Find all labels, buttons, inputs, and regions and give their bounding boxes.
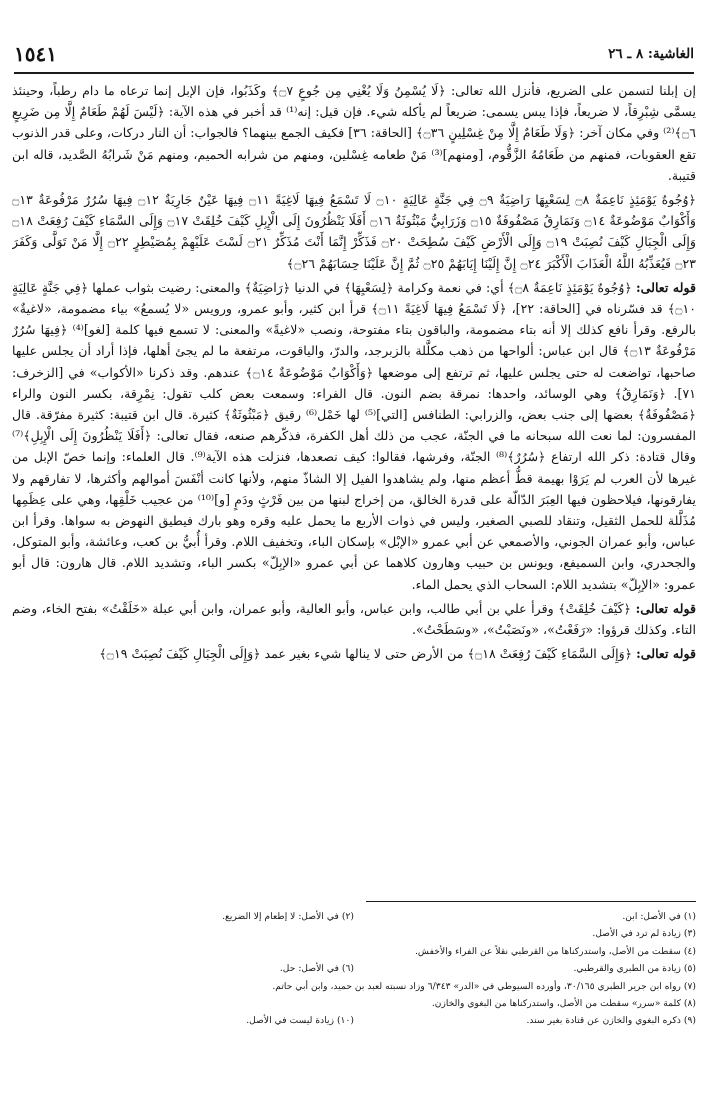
paragraph-3-text: ﴿وُجُوهٌ يَوْمَئِذٍ نَاعِمَةٌ ۝٨﴾ أي: في نعمة وكرامة ﴿لِسَعْيِهَا﴾ في الدنيا ﴿رَاضِيَةٌ﴾ والمعنى: رضيت بثواب عملها ﴿فِي جَنَّةٍ عَالِيَةٍ ۝١٠﴾ قد فسّرناه في [الحاقة: ٢٢]، ﴿لَا تَسْمَعُ فِيهَا لَاغِيَةً ۝١١﴾ قرأ ابن كثير، وأبو عمرو، ورويس «لا يُسمعُ» بياء مضمومة، «لاغيةٌ» بالرفع. وقرأ نافع كذلك إلا أنه بتاء مضمومة، والباقون بتاء مفتوحة، ونصب «لاغيةً» والمعنى: لا تسمع فيها كلمة [لغو]⁽⁴⁾ ﴿فِيهَا سُرُرٌ مَرْفُوعَةٌ ۝١٣﴾ قال ابن عباس: ألواحها من ذهب مكلَّلة بالزبرجد، والدرّ، والياقوت، مرتفعة ما لم يجئ أهلها، فإذا أراد أن يجلس عليها صاحبها، تواضعت له حتى يجلس عليها، ثم ترتفع إلى موضعها ﴿وَأَكْوَابٌ مَوْضُوعَةٌ ۝١٤﴾ عندهم. وقد ذكرنا «الأكواب» في [الزخرف: ٧١]. ﴿وَنَمَارِقُ﴾ وهي الوسائد، واحدها: نمرقة بضم النون. قال الفراء: وسمعت بعض كلب تقول: نِمْرِقة، بكسر النون والراء ﴿مَصْفُوفَةٌ﴾ بعضها إلى جنب بعض، والزرابي: الطنافس [التي]⁽⁵⁾ لها خَمْل⁽⁶⁾ رقيق ﴿مَبْثُوثَةٌ﴾ كثيرة. قال ابن قتيبة: كثيرة مفرّقة. قال المفسرون: لما نعت الله سبحانه ما في الجنّة، عجب من ذلك أهل الكفرة، فذكّرهم صنعه، فقال تعالى: ﴿أَفَلَا يَنْظُرُونَ إِلَى الْإِبِلِ﴾⁽⁷⁾ وقال قتادة: ذكر الله ارتفاع ﴿سُرُرٌ﴾⁽⁸⁾ الجنّة، وفرشها، فقالوا: كيف نصعدها، فنزلت هذه الآية⁽⁹⁾. قال العلماء: وإنما خصّ الإبل من غيرها لأن العرب لم يَرَوْا بهيمة قطُّ أعظم منها، ولم يشاهدوا الفيل إلا الشاذّ منهم، ولأنها كانت أنْفَسَ أموالهم وأكثرها، لا تفارقهم ولا يفارقونها، فيلاحظون فيها العِبَرَ الدّالّة على قدرة الخالق، من إخراج لبنها من بين فَرْثٍ ودَمٍ [و]⁽¹⁰⁾ من عجيب خَلْقِها، وهي على عِظَمِها مُذَلَّلة للحمل الثقيل، وتنقاد للصبي الصغير، وليس في ذوات الأربع ما يحمل عليه وقره وهو بارك فيطيق النهوض به سواها. وقرأ ابن عباس، وأبو عمران الجوني، والأصمعي عن أبي عمرو «الإبْل» بإسكان الباء، وتخفيف اللام. وقرأ أُبيُّ بن كعب، وعائشة، وأبو المتوكل، والجحدري، وابن السميفع، ويونس بن حبيب وهارون كلاهما عن أبي عمرو «الإبِلّ» بكسر الباء، وتشديد اللام. قال هارون: قال أبو عمرو: «الإبِلّ» بتشديد اللام: السحاب الذي يحمل الماء. [12, 279, 696, 592]
paragraph-4-text: ﴿كَيْفَ خُلِقَتْ﴾ وقرأ علي بن أبي طالب، وابن عباس، وأبو العالية، وأبو عمران، وابن أبي عبلة «خَلَقْتُ» بفتح الخاء، وضم التاء. وكذلك قرؤوا: «رَفَعْتُ»، «ونَصَبْتُ»، «وسَطَحْتُ». [12, 600, 696, 638]
footnote-row [12, 960, 696, 977]
page-number: ١٥٤١ [14, 42, 57, 66]
footnote-row [12, 995, 696, 1012]
footnote-row [12, 908, 696, 925]
footnote-10: (١٠) زيادة ليست في الأصل. [246, 1015, 354, 1027]
footnote-row [12, 978, 696, 995]
footnote-8: (٨) كلمة «سرر» سقطت من الأصل، واستدركناها من البغوي والخازن. [431, 998, 696, 1010]
footnotes [12, 908, 696, 1068]
footnote-2: (٢) في الأصل: لا إطعام إلا الضريع. [222, 911, 354, 922]
footnote-row [12, 1012, 696, 1029]
footnote-6: (٦) في الأصل: حل. [279, 963, 354, 975]
footnote-4: (٤) سقطت من الأصل، واستدركناها من القرطبي نقلاً عن الفراء والأخفش. [415, 945, 696, 957]
footnote-row [12, 925, 696, 942]
lead-label: قوله تعالى: [635, 600, 696, 616]
footnote-divider [366, 901, 696, 902]
paragraph-5-text: ﴿وَإِلَى السَّمَاءِ كَيْفَ رُفِعَتْ ۝١٨﴾ من الأرض حتى لا ينالها شيء بغير عمد ﴿وَإِلَى الْجِبَالِ كَيْفَ نُصِبَتْ ۝١٩﴾ [99, 646, 633, 662]
paragraph-3 [12, 277, 696, 595]
footnote-1: (١) في الأصل: ابن. [622, 911, 696, 922]
footnote-row [12, 943, 696, 960]
quran-passage: ﴿وُجُوهٌ يَوْمَئِذٍ نَاعِمَةٌ ۝٨ لِسَعْيِهَا رَاضِيَةٌ ۝٩ فِي جَنَّةٍ عَالِيَةٍ ۝١٠ لَا تَسْمَعُ فِيهَا لَاغِيَةً ۝١١ فِيهَا عَيْنٌ جَارِيَةٌ ۝١٢ فِيهَا سُرُرٌ مَرْفُوعَةٌ ۝١٣ وَأَكْوَابٌ مَوْضُوعَةٌ ۝١٤ وَنَمَارِقُ مَصْفُوفَةٌ ۝١٥ وَزَرَابِيُّ مَبْثُوثَةٌ ۝١٦ أَفَلَا يَنْظُرُونَ إِلَى الْإِبِلِ كَيْفَ خُلِقَتْ ۝١٧ وَإِلَى السَّمَاءِ كَيْفَ رُفِعَتْ ۝١٨ وَإِلَى الْجِبَالِ كَيْفَ نُصِبَتْ ۝١٩ وَإِلَى الْأَرْضِ كَيْفَ سُطِحَتْ ۝٢٠ فَذَكِّرْ إِنَّمَا أَنْتَ مُذَكِّرٌ ۝٢١ لَسْتَ عَلَيْهِمْ بِمُصَيْطِرٍ ۝٢٢ إِلَّا مَنْ تَوَلَّى وَكَفَرَ ۝٢٣ فَيُعَذِّبُهُ اللَّهُ الْعَذَابَ الْأَكْبَرَ ۝٢٤ إِنَّ إِلَيْنَا إِيَابَهُمْ ۝٢٥ ثُمَّ إِنَّ عَلَيْنَا حِسَابَهُمْ ۝٢٦﴾ [12, 192, 696, 271]
paragraph-1: إن إبلنا لتسمن على الضريع، فأنزل الله تعالى: ﴿لَا يُسْمِنُ وَلَا يُغْنِي مِن جُوعٍ ۝٧﴾ وكَذَبُوا، فإن الإبل إنما ترعاه ما دام رطباً، وحينئذ يسمَّى شِبْرِقاً، لا ضريعاً، فإذا يبس يسمى: ضريعاً لم يأكله شيء. فإن قيل: إنه⁽¹⁾ قد أخبر في هذه الآية: ﴿لَيْسَ لَهُمْ طَعَامٌ إِلَّا مِن ضَرِيعٍ ۝٦﴾⁽²⁾ وفي مكان آخر: ﴿وَلَا طَعَامٌ إِلَّا مِنْ غِسْلِينٍ ۝٣٦﴾ [الحاقة: ٣٦] فكيف الجمع بينهما؟ فالجواب: أن النار دركات، وعلى قدر الذنوب تقع العقوبات، فمنهم من طَعَامُهُ الزَّقُّوم، [ومنهم]⁽³⁾ مَنْ طعامه غِسْلين، ومنهم من شرابه الحميم، ومنهم مَنْ شَرابُهُ الصَّديد، قاله ابن قتيبة. [12, 83, 696, 183]
footnote-5: (٥) زيادة من الطبري والقرطبي. [573, 963, 696, 975]
footnote-7: (٧) رواه ابن جرير الطبري ٣٠/١٦٥، وأورده السيوطي في «الدر» ٦/٣٤٣ وزاد نسبته لعبد بن حميد، وابن أبي حاتم. [272, 980, 696, 992]
page-header [14, 44, 694, 74]
paragraph-4 [12, 598, 696, 640]
lead-label: قوله تعالى: [635, 279, 696, 295]
surah-verse-range: الغاشية: ٨ ـ ٢٦ [608, 46, 694, 62]
lead-label: قوله تعالى: [636, 646, 696, 662]
paragraph-5 [12, 643, 696, 664]
footnote-3: (٣) زيادة لم ترد في الأصل. [592, 928, 696, 940]
commentary-body [12, 80, 696, 875]
footnote-9: (٩) ذكره البغوي والخازن عن قتادة بغير سند. [526, 1015, 696, 1027]
